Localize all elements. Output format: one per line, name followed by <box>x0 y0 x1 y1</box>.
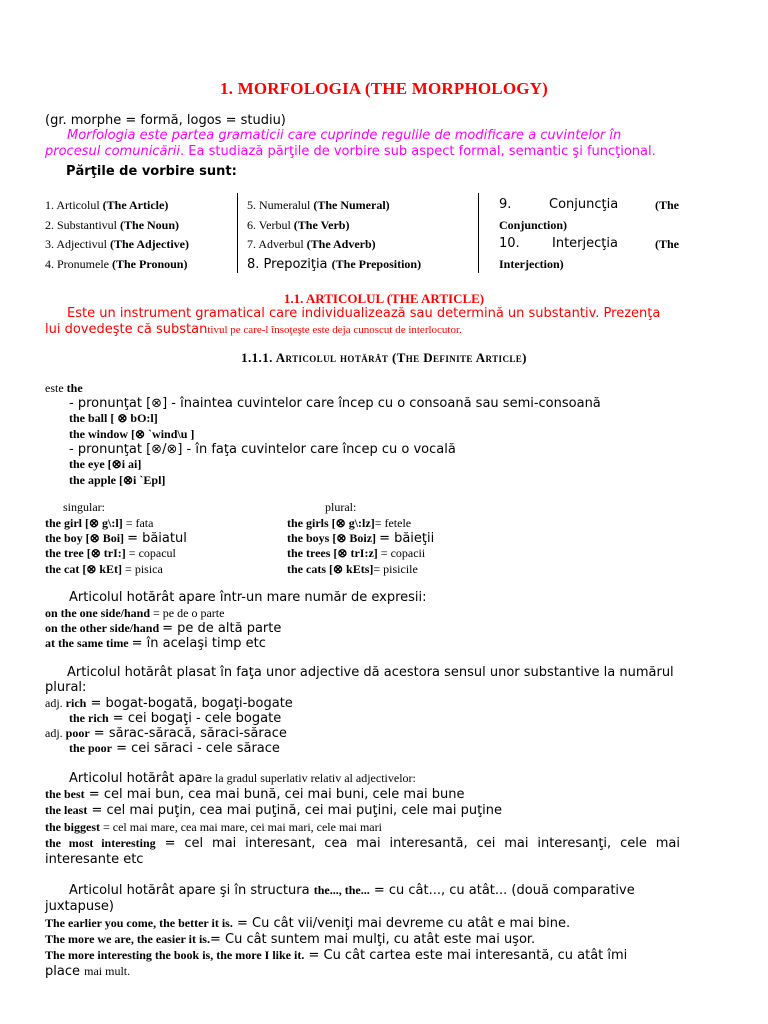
singular-item: the girl [⊗ g\:l] = fata <box>45 516 154 530</box>
example-the-apple: the apple [⊗i `Epl] <box>69 473 166 487</box>
part-item-adjective: 3. Adjectivul (The Adjective) <box>45 237 189 251</box>
expression-item: at the same time = în acelaşi timp etc <box>45 636 266 651</box>
example-the-eye: the eye [⊗i ai] <box>69 457 142 471</box>
part-item-interjection-en-open: (The <box>655 237 679 251</box>
part-item-adverb: 7. Adverbul (The Adverb) <box>247 237 376 251</box>
article-definition-line-2: lui dovedeşte că substantivul pe care-l însoţeşte este deja cunoscut de interlocutor. <box>45 322 462 337</box>
part-item-verb: 6. Verbul (The Verb) <box>247 218 350 232</box>
part-item-interjection-word: Interjecţia <box>552 236 618 251</box>
section-heading-article: 1.1. ARTICOLUL (THE ARTICLE) <box>283 291 485 306</box>
structure-intro: Articolul hotărât apare şi în structura the..., the... = cu cât..., cu atât... (două comparative <box>69 883 635 898</box>
part-item-numeral: 5. Numeralul (The Numeral) <box>247 198 390 212</box>
plural-label: plural: <box>325 500 357 514</box>
structure-example-3-cont: place mai mult. <box>45 964 131 979</box>
part-item-interjection-en: Interjection) <box>499 257 564 271</box>
plural-item: the boys [⊗ Boiz] = băieţii <box>287 531 435 546</box>
definition-rest-text: . Ea studiază părţile de vorbire sub aspect formal, semantic şi funcţional. <box>180 144 656 159</box>
plural-item: the girls [⊗ g\:lz]= fetele <box>287 516 412 530</box>
plural-item: the cats [⊗ kEts]= pisicile <box>287 562 418 576</box>
part-item-conjunction-en: Conjunction) <box>499 218 568 232</box>
morphology-definition-line-1: Morfologia este partea gramaticii care cuprinde regulile de modificare a cuvintelor în <box>67 128 622 143</box>
structure-intro-cont: juxtapuse) <box>45 899 114 914</box>
part-item-article: 1. Articolul (The Article) <box>45 198 169 212</box>
table-divider-2 <box>478 193 479 273</box>
part-item-conjunction-en-open: (The <box>655 198 679 212</box>
part-item-pronoun: 4. Pronumele (The Pronoun) <box>45 257 188 271</box>
adjectives-intro: Articolul hotărât plasat în faţa unor adjective dă acestora sensul unor substantive la numărul plural: <box>45 665 674 695</box>
part-item-conjunction-num: 9. <box>499 197 512 212</box>
singular-item: the tree [⊗ trI:] = copacul <box>45 546 176 560</box>
page-title: 1. MORFOLOGIA (THE MORPHOLOGY) <box>219 79 549 98</box>
article-definition-line-1: Este un instrument gramatical care individualizează sau determină un substantiv. Prezenţa <box>67 306 661 321</box>
structure-example-1: The earlier you come, the better it is. = Cu cât vii/veniţi mai devreme cu atât e mai bine. <box>45 916 571 931</box>
adj-poor: adj. poor = sărac-săracă, săraci-sărace <box>45 726 287 741</box>
example-the-window: the window [⊗ `wind\u ] <box>69 427 195 441</box>
superlative-biggest: the biggest = cel mai mare, cea mai mare, cei mai mari, cele mai mari <box>45 820 382 834</box>
etymology-note: (gr. morphe = formă, logos = studiu) <box>45 113 286 128</box>
structure-example-2: The more we are, the easier it is.= Cu cât suntem mai mulţi, cu atât este mai uşor. <box>45 932 536 947</box>
structure-example-3: The more interesting the book is, the more I like it. = Cu cât cartea este mai interesantă, cu atât îmi <box>45 948 628 963</box>
este-the: este the <box>45 381 83 395</box>
superlative-interesting: the most interesting = cel mai interesant, cea mai interesantă, cei mai interesanţi, cele mai <box>45 836 680 851</box>
example-the-ball: the ball [ ⊗ bO:l] <box>69 411 158 425</box>
pronunciation-rule-consonant: - pronunţat [⊗] - înaintea cuvintelor care încep cu o consoană sau semi-consoană <box>69 396 601 411</box>
the-rich: the rich = cei bogaţi - cele bogate <box>69 711 282 726</box>
superlative-intro: Articolul hotărât apare la gradul superlativ relativ al adjectivelor: <box>69 771 416 786</box>
expression-item: on the one side/hand = pe de o parte <box>45 606 225 620</box>
superlative-best: the best = cel mai bun, cea mai bună, cei mai buni, cele mai bune <box>45 787 465 802</box>
superlative-least: the least = cel mai puţin, cea mai puţină, cei mai puţini, cele mai puţine <box>45 803 503 818</box>
singular-label: singular: <box>63 500 105 514</box>
morphology-definition-line-2 <box>45 144 656 159</box>
the-poor: the poor = cei săraci - cele sărace <box>69 741 280 756</box>
table-divider-1 <box>237 193 238 273</box>
part-item-conjunction-word: Conjuncţia <box>549 197 619 212</box>
part-item-interjection-num: 10. <box>499 236 520 251</box>
plural-item: the trees [⊗ trI:z] = copacii <box>287 546 426 560</box>
expressions-intro: Articolul hotărât apare într-un mare număr de expresii: <box>69 590 427 605</box>
singular-item: the cat [⊗ kEt] = pisica <box>45 562 163 576</box>
part-item-noun: 2. Substantivul (The Noun) <box>45 218 180 232</box>
singular-item: the boy [⊗ Boi] = băiatul <box>45 531 187 546</box>
parts-heading: Părţile de vorbire sunt: <box>66 164 237 179</box>
definition-magenta-text: procesul comunicării <box>45 144 180 159</box>
pronunciation-rule-vowel: - pronunţat [⊗/⊗] - în faţa cuvintelor care încep cu o vocală <box>69 442 456 457</box>
section-heading-definite-article: 1.1.1. Articolul hotărât (The Definite Article) <box>241 350 527 365</box>
adj-rich: adj. rich = bogat-bogată, bogaţi-bogate <box>45 696 293 711</box>
superlative-interesting-cont: interesante etc <box>45 852 144 867</box>
expression-item: on the other side/hand = pe de altă parte <box>45 621 282 636</box>
part-item-preposition: 8. Prepoziţia (The Preposition) <box>247 257 422 272</box>
